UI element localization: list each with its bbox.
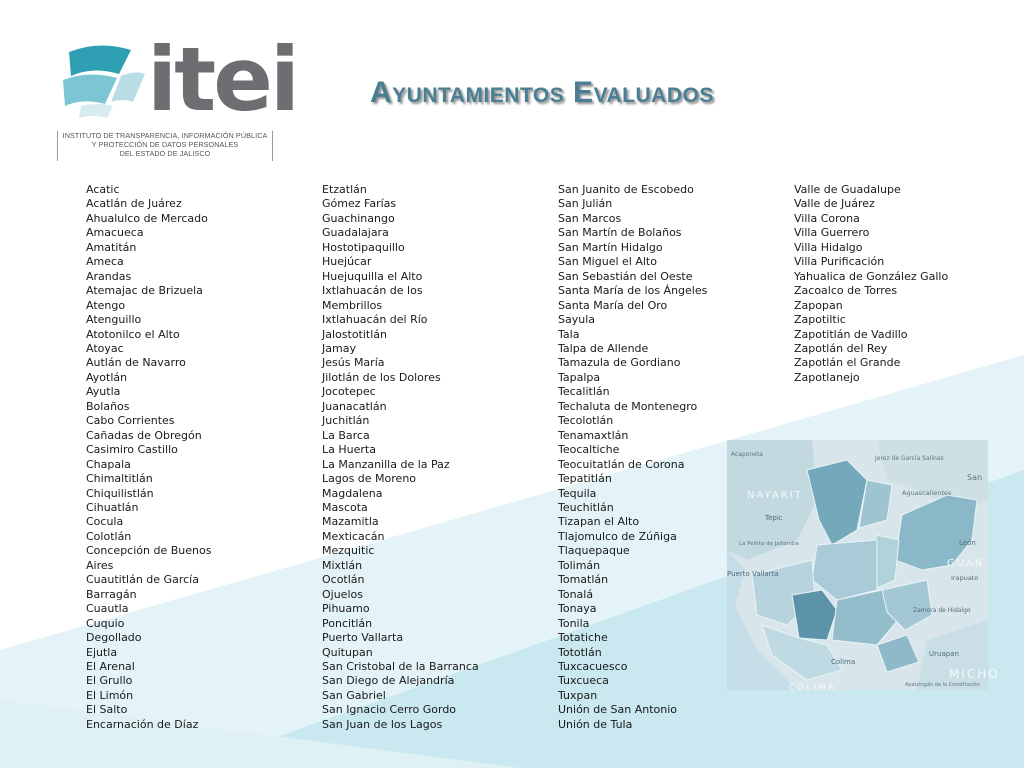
list-item: Zapotlán del Rey <box>794 341 888 355</box>
list-item: San Juan de los Lagos <box>322 717 443 731</box>
list-item: Chiquilistlán <box>86 486 154 500</box>
list-item: Jamay <box>322 341 356 355</box>
list-item: Valle de Juárez <box>794 197 875 211</box>
list-item: Guachinango <box>322 211 395 225</box>
map-label: Uruapan <box>929 650 959 658</box>
list-item: Cabo Corrientes <box>86 414 175 428</box>
list-item: Poncitlán <box>322 616 373 630</box>
list-item: Ayotlán <box>86 370 128 384</box>
list-item: Hostotipaquillo <box>322 240 405 254</box>
jalisco-map <box>727 440 1000 693</box>
logo-subtitle-line: Y PROTECCIÓN DE DATOS PERSONALES <box>91 140 239 149</box>
list-item: San Cristobal de la Barranca <box>322 659 479 673</box>
map-label: Puerto Vallarta <box>727 570 779 578</box>
list-item: San Julián <box>558 197 613 211</box>
list-item: Atenguillo <box>86 313 142 327</box>
list-item: Tomatlán <box>558 573 609 587</box>
list-item: Jalostotitlán <box>322 327 387 341</box>
list-item: Talpa de Allende <box>558 341 649 355</box>
logo-subtitle-line: DEL ESTADO DE JALISCO <box>119 149 211 158</box>
list-item: Villa Guerrero <box>794 226 870 240</box>
list-item: El Arenal <box>86 659 135 673</box>
list-item: San Martín Hidalgo <box>558 240 663 254</box>
list-item: Teocaltiche <box>558 443 620 457</box>
list-item: Lagos de Moreno <box>322 472 417 486</box>
list-item: Tecolotlán <box>558 414 614 428</box>
list-item: Ojuelos <box>322 587 363 601</box>
list-item: San Juanito de Escobedo <box>558 183 694 196</box>
list-item: Atengo <box>86 298 126 312</box>
list-item: Teuchitlán <box>558 500 614 514</box>
list-item: Sayula <box>558 313 596 327</box>
list-item: Bolaños <box>86 399 130 413</box>
list-item: Villa Hidalgo <box>794 240 863 254</box>
list-item: Tenamaxtlán <box>558 428 629 442</box>
list-item: Guadalajara <box>322 226 389 240</box>
logo-subtitle-line: INSTITUTO DE TRANSPARENCIA, INFORMACIÓN PÚBLICA <box>62 131 268 140</box>
list-item: La Manzanilla de la Paz <box>322 457 450 471</box>
list-item: Zapotiltic <box>794 313 846 327</box>
list-item: San Gabriel <box>322 688 386 702</box>
list-item: Tonila <box>558 616 590 630</box>
list-item: San Marcos <box>558 211 622 225</box>
list-item: Tecalitlán <box>558 385 610 399</box>
list-item: Colotlán <box>86 529 132 543</box>
list-item: San Ignacio Cerro Gordo <box>322 703 457 717</box>
list-item: Mexticacán <box>322 529 385 543</box>
list-item: Cocula <box>86 515 124 529</box>
logo-wordmark: itei <box>147 28 298 131</box>
municipality-list-column-4 <box>794 183 1004 385</box>
list-item: Chimaltitlán <box>86 472 153 486</box>
list-item: Atoyac <box>86 341 124 355</box>
map-label: León <box>959 539 976 547</box>
list-item: Cihuatlán <box>86 500 139 514</box>
list-item: Ahualulco de Mercado <box>86 211 208 225</box>
list-item: Gómez Farías <box>322 197 397 211</box>
list-item: Zapotlán el Grande <box>794 356 901 370</box>
list-item: Villa Purificación <box>794 255 885 269</box>
list-item: Mixtlán <box>322 558 363 572</box>
list-item: Arandas <box>86 269 132 283</box>
map-label: Colima <box>831 658 856 666</box>
map-label: Acaponeta <box>731 451 763 458</box>
list-item: San Sebastián del Oeste <box>558 269 693 283</box>
list-item: Encarnación de Díaz <box>86 717 199 731</box>
list-item: Tapalpa <box>558 370 601 384</box>
list-item: Jilotlán de los Dolores <box>322 370 441 384</box>
list-item: Tala <box>558 327 580 341</box>
list-item: Santa María del Oro <box>558 298 668 312</box>
list-item: Tuxcueca <box>558 674 609 688</box>
list-item: Techaluta de Montenegro <box>558 399 698 413</box>
list-item: Amatitán <box>86 240 137 254</box>
list-item: Acatic <box>86 183 120 196</box>
list-item: Unión de Tula <box>558 717 633 731</box>
list-item: Quitupan <box>322 645 373 659</box>
list-item: Tonaya <box>558 602 597 616</box>
logo-subtitle <box>57 131 273 161</box>
map-label: Zamora de Hidalgo <box>913 607 971 614</box>
list-item: Amacueca <box>86 226 144 240</box>
list-item: Totatiche <box>558 631 608 645</box>
list-item: Zacoalco de Torres <box>794 284 898 298</box>
list-item: El Salto <box>86 703 128 717</box>
list-item: Atemajac de Brizuela <box>86 284 203 298</box>
list-item: San Diego de Alejandría <box>322 674 455 688</box>
list-item: Tizapan el Alto <box>558 515 640 529</box>
list-item: Chapala <box>86 457 131 471</box>
itei-logo <box>55 28 298 168</box>
list-item: Zapotlanejo <box>794 370 860 384</box>
list-item: Acatlán de Juárez <box>86 197 182 211</box>
list-item: Cuautla <box>86 602 129 616</box>
list-item: Juchitlán <box>322 414 370 428</box>
list-item: Tolimán <box>558 558 601 572</box>
list-item: Pihuamo <box>322 602 370 616</box>
list-item: Autlán de Navarro <box>86 356 186 370</box>
list-item: La Huerta <box>322 443 376 457</box>
list-item: Tototlán <box>558 645 602 659</box>
list-item: Villa Corona <box>794 211 860 225</box>
map-label: COLIMA <box>789 683 836 693</box>
list-item: Tuxcacuesco <box>558 659 628 673</box>
list-item: Zapopan <box>794 298 843 312</box>
list-item: Tuxpan <box>558 688 598 702</box>
list-item: Concepción de Buenos Aires <box>86 544 212 572</box>
logo-emblem-icon <box>59 40 147 118</box>
map-label: NAYARIT <box>747 490 803 501</box>
map-label: San <box>967 473 983 482</box>
list-item: Cañadas de Obregón <box>86 428 202 442</box>
list-item: Huejúcar <box>322 255 372 269</box>
list-item: Puerto Vallarta <box>322 631 404 645</box>
list-item: Ixtlahuacán de los Membrillos <box>322 284 423 312</box>
list-item: Mazamitla <box>322 515 379 529</box>
map-label: Aguascalientes <box>902 489 952 497</box>
map-label: Irapuato <box>951 574 979 582</box>
page-title: Ayuntamientos Evaluados <box>370 76 714 109</box>
list-item: Cuquio <box>86 616 125 630</box>
list-item: Casimiro Castillo <box>86 443 178 457</box>
list-item: Mezquitic <box>322 544 375 558</box>
map-label: Apatzingán de la Constitución <box>905 682 980 688</box>
list-item: Huejuquilla el Alto <box>322 269 423 283</box>
list-item: Magdalena <box>322 486 383 500</box>
list-item: Tlajomulco de Zúñiga <box>558 529 677 543</box>
list-item: Ejutla <box>86 645 118 659</box>
list-item: El Limón <box>86 688 134 702</box>
list-item: La Barca <box>322 428 370 442</box>
map-label: Tepic <box>765 514 783 522</box>
municipality-list-column-1 <box>86 183 296 732</box>
list-item: Tonalá <box>558 587 594 601</box>
list-item: Jesús María <box>322 356 385 370</box>
list-item: El Grullo <box>86 674 133 688</box>
list-item: Degollado <box>86 631 142 645</box>
map-label: MICHO <box>949 667 1000 681</box>
list-item: Valle de Guadalupe <box>794 183 901 196</box>
list-item: Tequila <box>558 486 597 500</box>
list-item: Ayutla <box>86 385 121 399</box>
list-item: San Martín de Bolaños <box>558 226 682 240</box>
list-item: Tamazula de Gordiano <box>558 356 681 370</box>
list-item: Juanacatlán <box>322 399 387 413</box>
list-item: Ocotlán <box>322 573 365 587</box>
list-item: Santa María de los Ángeles <box>558 284 708 298</box>
list-item: Zapotitlán de Vadillo <box>794 327 908 341</box>
list-item: Etzatlán <box>322 183 367 196</box>
list-item: Cuautitlán de García Barragán <box>86 573 199 601</box>
list-item: Mascota <box>322 500 368 514</box>
list-item: Yahualica de González Gallo <box>794 269 949 283</box>
municipality-list-column-2 <box>322 183 532 732</box>
map-label: GUAN <box>947 558 985 569</box>
list-item: Ameca <box>86 255 124 269</box>
list-item: Tlaquepaque <box>558 544 630 558</box>
map-label: Jerez de García Salinas <box>875 455 944 462</box>
list-item: Tepatitlán <box>558 472 612 486</box>
list-item: Ixtlahuacán del Río <box>322 313 428 327</box>
list-item: Teocuitatlán de Corona <box>558 457 685 471</box>
list-item: Unión de San Antonio <box>558 703 678 717</box>
list-item: Atotonilco el Alto <box>86 327 180 341</box>
list-item: San Miguel el Alto <box>558 255 657 269</box>
list-item: Jocotepec <box>322 385 376 399</box>
map-label: La Peñita de Jaltemba <box>739 541 799 547</box>
